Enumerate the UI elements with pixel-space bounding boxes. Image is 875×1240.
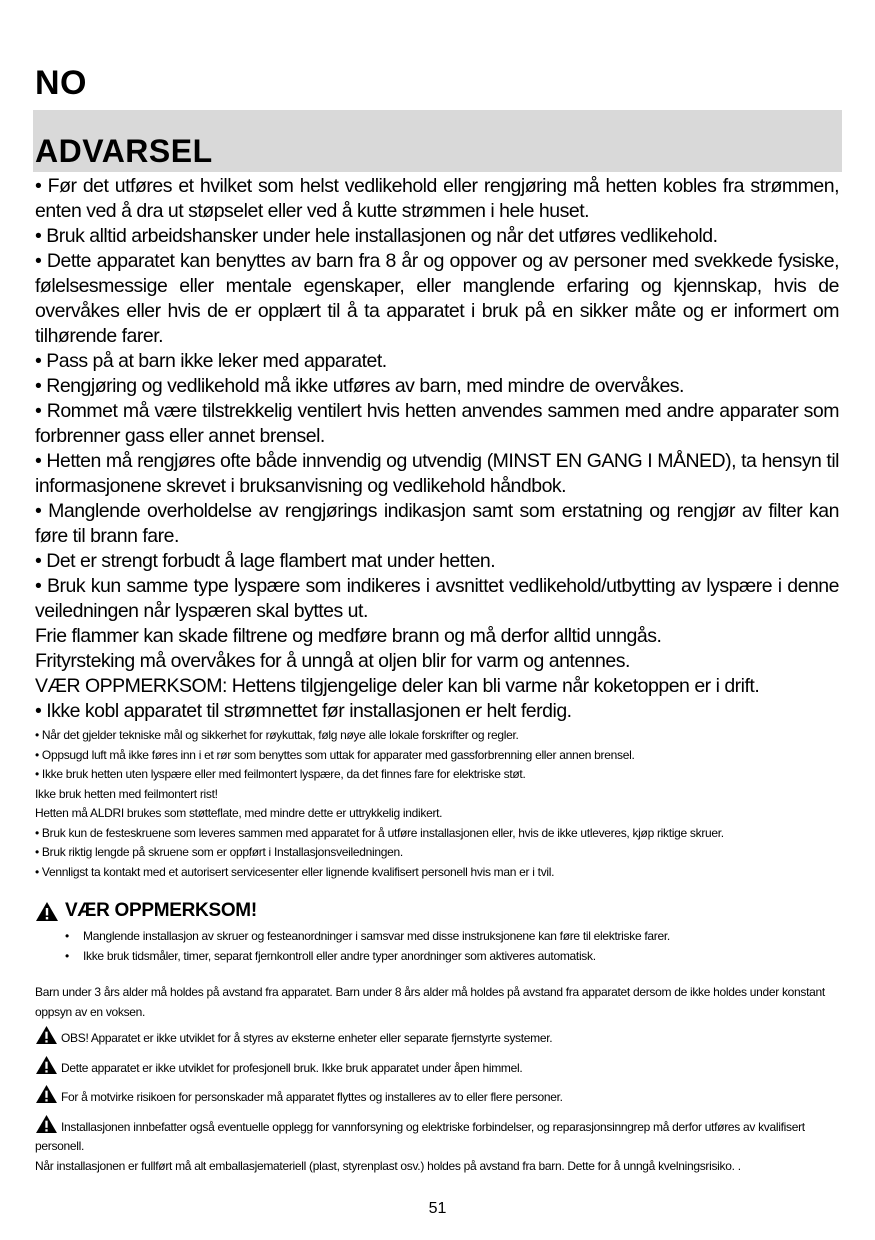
lower-notes	[35, 983, 840, 1176]
small-print-item: • Vennligst ta kontakt med et autorisert servicesenter eller lignende kvalifisert personell hvis man er i tvil.	[35, 864, 555, 879]
packaging-note: Når installasjonen er fullført må alt emballasjemateriell (plast, styrenplast osv.) holdes på avstand fra barn. Dette for å unngå kvelningsrisiko. .	[35, 1158, 741, 1173]
warning-triangle-icon	[35, 1114, 58, 1134]
main-warning-item: • Før det utføres et hvilket som helst vedlikehold eller rengjøring må hetten kobles fra strømmen, enten ved å dra ut støpselet eller ved å kutte strømmen i hele huset.	[35, 175, 839, 222]
page-number: 51	[428, 1200, 447, 1217]
small-print-item: Hetten må ALDRI brukes som støtteflate, med mindre dette er uttrykkelig indikert.	[35, 806, 443, 820]
warning-note	[35, 1084, 840, 1108]
attention-item	[65, 947, 835, 967]
small-print-item: • Når det gjelder tekniske mål og sikkerhet for røykuttak, følg nøye alle lokale forskrifter og regler.	[35, 728, 519, 742]
small-print-list	[35, 726, 845, 882]
main-warning-item: • Rengjøring og vedlikehold må ikke utføres av barn, med mindre de overvåkes.	[35, 375, 684, 397]
language-code: NO	[35, 64, 87, 102]
warning-note-text: OBS! Apparatet er ikke utviklet for å styres av eksterne enheter eller separate fjernstyrte systemer.	[61, 1031, 553, 1045]
warning-note-text: For å motvirke risikoen for personskader må apparatet flyttes og installeres av to eller flere personer.	[61, 1090, 563, 1104]
small-print-item: • Bruk riktig lengde på skruene som er oppført i Installasjonsveiledningen.	[35, 845, 403, 859]
warning-note-text: Installasjonen innbefatter også eventuelle opplegg for vannforsyning og elektriske forbindelser, og reparasjonsinngrep må derfor utføres av kvalifisert personell.	[35, 1119, 805, 1153]
main-warning-item: • Pass på at barn ikke leker med apparatet.	[35, 350, 387, 372]
warning-note	[35, 1055, 840, 1079]
bullet-mark: •	[65, 929, 69, 943]
main-warning-item: Frityrsteking må overvåkes for å unngå at oljen blir for varm og antennes.	[35, 650, 630, 672]
main-warning-item: Frie flammer kan skade filtrene og medføre brann og må derfor alltid unngås.	[35, 625, 662, 647]
warning-triangle-icon	[35, 1055, 58, 1075]
main-warning-item: • Dette apparatet kan benyttes av barn fra 8 år og oppover og av personer med svekkede fysiske, følelsesmessige eller mentale egenskaper, eller manglende erfaring og kjennskap, hvis de overvåkes eller hvis de er opplært til å ta apparatet i bruk på en sikker måte og er informert om tilhørende farer.	[35, 250, 839, 347]
warning-triangle-icon	[35, 1084, 58, 1104]
main-warning-item: • Bruk kun samme type lyspære som indikeres i avsnittet vedlikehold/utbytting av lyspære i denne veiledningen når lyspæren skal byttes ut.	[35, 575, 839, 622]
children-note: Barn under 3 års alder må holdes på avstand fra apparatet. Barn under 8 års alder må holdes på avstand fra apparatet dersom de ikke holdes under konstant oppsyn av en voksen.	[35, 985, 825, 1019]
warning-note	[35, 1114, 840, 1157]
small-print-item: • Bruk kun de festeskruene som leveres sammen med apparatet for å utføre installasjonen eller, hvis de ikke utleveres, kjøp riktige skruer.	[35, 825, 724, 840]
warning-triangle-icon	[35, 901, 59, 922]
attention-title: VÆR OPPMERKSOM!	[65, 900, 257, 921]
main-warning-list	[35, 174, 839, 724]
small-print-item: • Ikke bruk hetten uten lyspære eller med feilmontert lyspære, da det finnes fare for elektriske støt.	[35, 767, 526, 781]
bullet-mark: •	[65, 948, 69, 963]
small-print-item: • Oppsugd luft må ikke føres inn i et rør som benyttes som uttak for apparater med gassforbrenning eller annen brensel.	[35, 747, 635, 762]
small-print-item: Ikke bruk hetten med feilmontert rist!	[35, 786, 218, 801]
section-title: ADVARSEL	[35, 133, 213, 169]
warning-note-text: Dette apparatet er ikke utviklet for profesjonell bruk. Ikke bruk apparatet under åpen himmel.	[61, 1060, 523, 1075]
main-warning-item: • Ikke kobl apparatet til strømnettet før installasjonen er helt ferdig.	[35, 700, 572, 722]
attention-heading	[35, 900, 257, 922]
main-warning-item: • Bruk alltid arbeidshansker under hele installasjonen og når det utføres vedlikehold.	[35, 225, 718, 247]
attention-item	[65, 927, 835, 947]
main-warning-item: • Hetten må rengjøres ofte både innvendig og utvendig (MINST EN GANG I MÅNED), ta hensyn til informasjonene skrevet i bruksanvisning og vedlikehold håndbok.	[35, 450, 839, 497]
attention-item-text: Ikke bruk tidsmåler, timer, separat fjernkontroll eller andre typer anordninger som aktiveres automatisk.	[83, 948, 596, 963]
main-warning-item: VÆR OPPMERKSOM: Hettens tilgjengelige deler kan bli varme når koketoppen er i drift.	[35, 675, 760, 697]
warning-triangle-icon	[35, 1025, 58, 1045]
main-warning-item: • Det er strengt forbudt å lage flambert mat under hetten.	[35, 550, 496, 572]
main-warning-item: • Rommet må være tilstrekkelig ventilert hvis hetten anvendes sammen med andre apparater som forbrenner gass eller annet brensel.	[35, 400, 839, 447]
main-warning-item: • Manglende overholdelse av rengjørings indikasjon samt som erstatning og rengjør av filter kan føre til brann fare.	[35, 500, 839, 547]
attention-item-text: Manglende installasjon av skruer og festeanordninger i samsvar med disse instruksjonene kan føre til elektriske farer.	[83, 929, 670, 943]
attention-list	[65, 927, 835, 966]
warning-note	[35, 1025, 840, 1049]
section-banner	[33, 110, 842, 172]
